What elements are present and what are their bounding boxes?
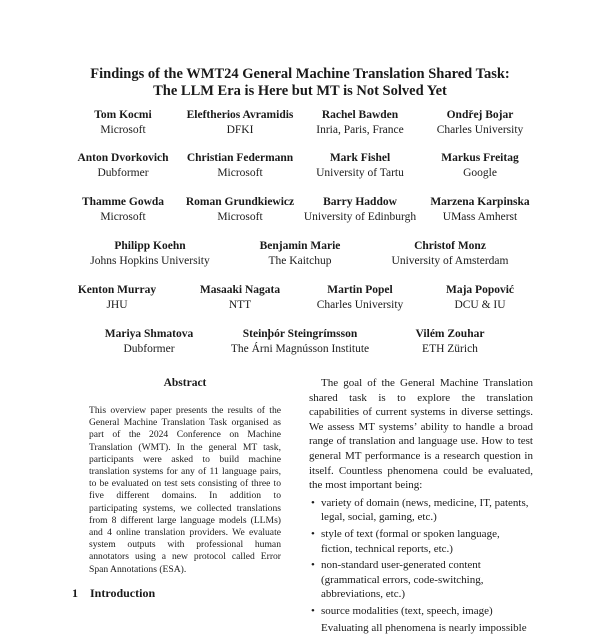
- author-affiliation: University of Amsterdam: [370, 254, 530, 269]
- list-item: [309, 558, 533, 602]
- author-affiliation: JHU: [37, 298, 197, 313]
- author-name: Ondřej Bojar: [400, 108, 560, 123]
- author-name: Christof Monz: [370, 239, 530, 254]
- section-title: Introduction: [90, 586, 155, 600]
- list-item: [309, 527, 533, 556]
- right-column: [309, 376, 533, 635]
- author-affiliation: University of Edinburgh: [280, 210, 440, 225]
- section-number: 1: [72, 586, 90, 601]
- title-line-2: The LLM Era is Here but MT is Not Solved Yet: [0, 83, 600, 100]
- author-affiliation: University of Tartu: [280, 166, 440, 181]
- author-block: [70, 239, 230, 269]
- author-name: Tom Kocmi: [43, 108, 203, 123]
- author-block: [400, 195, 560, 225]
- section-heading-introduction: [72, 586, 155, 601]
- author-name: Vilém Zouhar: [370, 327, 530, 342]
- author-block: [400, 108, 560, 138]
- list-item-text: non-standard user-generated content (grammatical errors, code-switching, abbreviations, etc.): [321, 559, 484, 600]
- author-name: Martin Popel: [280, 283, 440, 298]
- author-affiliation: ETH Zürich: [370, 342, 530, 357]
- author-affiliation: UMass Amherst: [400, 210, 560, 225]
- paper-title: [0, 66, 600, 100]
- author-affiliation: Google: [400, 166, 560, 181]
- author-block: [370, 239, 530, 269]
- author-affiliation: Microsoft: [160, 166, 320, 181]
- author-affiliation: Charles University: [280, 298, 440, 313]
- bullet-icon: •: [311, 558, 315, 573]
- author-name: Thamme Gowda: [43, 195, 203, 210]
- author-block: [370, 327, 530, 357]
- bullet-icon: •: [311, 527, 315, 542]
- author-affiliation: DCU & IU: [400, 298, 560, 313]
- continuation-paragraph: Evaluating all phenomena is nearly impossible: [309, 621, 533, 635]
- abstract-text: This overview paper presents the results of the General Machine Translation Task organised as part of the 2024 Conference on Machine Translation (WMT). In the general MT task, participants were asked to build machine translation systems for any of 11 language pairs, to be evaluated on test sets consisting of three to five different domains. In addition to participating systems, we collected translations from 8 different large language models (LLMs) and 4 online translation providers. We evaluate system outputs with professional human annotators using a new protocol called Error Span Annotations (ESA).: [89, 405, 281, 576]
- author-affiliation: Johns Hopkins University: [70, 254, 230, 269]
- author-name: Marzena Karpinska: [400, 195, 560, 210]
- author-block: [220, 327, 380, 357]
- author-affiliation: Inria, Paris, France: [280, 123, 440, 138]
- author-name: Markus Freitag: [400, 151, 560, 166]
- author-block: [400, 151, 560, 181]
- author-affiliation: DFKI: [160, 123, 320, 138]
- author-affiliation: Charles University: [400, 123, 560, 138]
- author-affiliation: Microsoft: [43, 210, 203, 225]
- author-affiliation: NTT: [160, 298, 320, 313]
- author-name: Christian Federmann: [160, 151, 320, 166]
- author-name: Roman Grundkiewicz: [160, 195, 320, 210]
- list-item: [309, 604, 533, 619]
- author-block: [400, 283, 560, 313]
- author-name: Philipp Koehn: [70, 239, 230, 254]
- abstract-heading: Abstract: [80, 377, 290, 389]
- list-item-text: source modalities (text, speech, image): [321, 605, 493, 617]
- author-name: Maja Popović: [400, 283, 560, 298]
- list-item-text: style of text (formal or spoken language, fiction, technical reports, etc.): [321, 528, 500, 555]
- author-name: Masaaki Nagata: [160, 283, 320, 298]
- author-name: Mark Fishel: [280, 151, 440, 166]
- list-item-text: variety of domain (news, medicine, IT, patents, legal, social, gaming, etc.): [321, 497, 529, 524]
- author-affiliation: Dubformer: [69, 342, 229, 357]
- author-name: Anton Dvorkovich: [43, 151, 203, 166]
- author-affiliation: The Kaitchup: [220, 254, 380, 269]
- intro-paragraph: The goal of the General Machine Translation shared task is to explore the translation capabilities of current systems in diverse settings. We assess MT systems’ ability to handle a broad range of translation and language use. How to test general MT performance is a research question in itself. Countless phenomena could be evaluated, the most important being:: [309, 376, 533, 493]
- bullet-icon: •: [311, 496, 315, 511]
- author-name: Eleftherios Avramidis: [160, 108, 320, 123]
- title-line-1: Findings of the WMT24 General Machine Translation Shared Task:: [0, 66, 600, 83]
- author-name: Steinþór Steingrímsson: [220, 327, 380, 342]
- author-block: [69, 327, 229, 357]
- author-affiliation: The Árni Magnússon Institute: [220, 342, 380, 357]
- author-name: Rachel Bawden: [280, 108, 440, 123]
- author-name: Mariya Shmatova: [69, 327, 229, 342]
- author-name: Kenton Murray: [37, 283, 197, 298]
- author-affiliation: Dubformer: [43, 166, 203, 181]
- author-name: Barry Haddow: [280, 195, 440, 210]
- author-affiliation: Microsoft: [160, 210, 320, 225]
- author-name: Benjamin Marie: [220, 239, 380, 254]
- phenomena-list: [309, 496, 533, 619]
- author-block: [220, 239, 380, 269]
- list-item: [309, 496, 533, 525]
- author-affiliation: Microsoft: [43, 123, 203, 138]
- bullet-icon: •: [311, 604, 315, 619]
